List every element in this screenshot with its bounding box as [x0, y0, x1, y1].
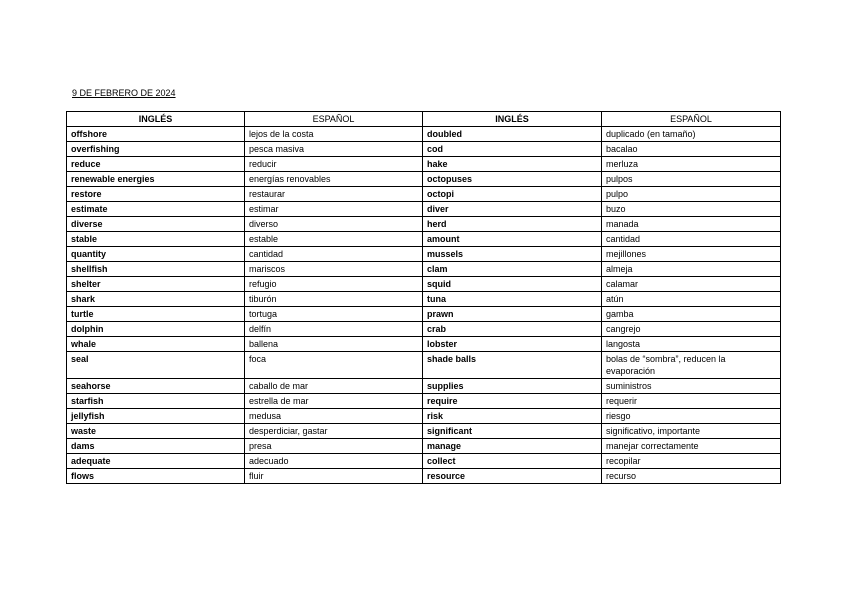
table-row	[67, 394, 781, 409]
table-row	[67, 352, 781, 379]
english-term-cell: turtle	[67, 307, 245, 322]
english-term-cell: resource	[423, 469, 602, 484]
table-row	[67, 379, 781, 394]
spanish-translation-cell: bolas de “sombra”, reducen la evaporación	[602, 352, 781, 379]
english-term-cell: tuna	[423, 292, 602, 307]
english-term-cell: estimate	[67, 202, 245, 217]
english-term-cell: squid	[423, 277, 602, 292]
english-term-cell: clam	[423, 262, 602, 277]
table-row	[67, 262, 781, 277]
english-term-cell: octopuses	[423, 172, 602, 187]
spanish-translation-cell: tortuga	[245, 307, 423, 322]
english-term-cell: shelter	[67, 277, 245, 292]
english-term-cell: reduce	[67, 157, 245, 172]
spanish-translation-cell: suministros	[602, 379, 781, 394]
table-row	[67, 337, 781, 352]
english-term-cell: waste	[67, 424, 245, 439]
english-term-cell: quantity	[67, 247, 245, 262]
table-row	[67, 217, 781, 232]
spanish-translation-cell: cangrejo	[602, 322, 781, 337]
spanish-translation-cell: lejos de la costa	[245, 127, 423, 142]
spanish-translation-cell: cantidad	[245, 247, 423, 262]
english-term-cell: diverse	[67, 217, 245, 232]
table-row	[67, 172, 781, 187]
header-english-2: INGLÉS	[423, 112, 602, 127]
spanish-translation-cell: diverso	[245, 217, 423, 232]
table-row	[67, 469, 781, 484]
english-term-cell: renewable energies	[67, 172, 245, 187]
english-term-cell: collect	[423, 454, 602, 469]
table-row	[67, 424, 781, 439]
english-term-cell: offshore	[67, 127, 245, 142]
english-term-cell: jellyfish	[67, 409, 245, 424]
spanish-translation-cell: significativo, importante	[602, 424, 781, 439]
table-row	[67, 322, 781, 337]
spanish-translation-cell: adecuado	[245, 454, 423, 469]
english-term-cell: adequate	[67, 454, 245, 469]
table-row	[67, 247, 781, 262]
header-spanish-1: ESPAÑOL	[245, 112, 423, 127]
spanish-translation-cell: duplicado (en tamaño)	[602, 127, 781, 142]
english-term-cell: manage	[423, 439, 602, 454]
english-term-cell: hake	[423, 157, 602, 172]
spanish-translation-cell: caballo de mar	[245, 379, 423, 394]
english-term-cell: significant	[423, 424, 602, 439]
table-row	[67, 232, 781, 247]
table-row	[67, 409, 781, 424]
english-term-cell: dams	[67, 439, 245, 454]
spanish-translation-cell: restaurar	[245, 187, 423, 202]
spanish-translation-cell: energías renovables	[245, 172, 423, 187]
spanish-translation-cell: estable	[245, 232, 423, 247]
english-term-cell: herd	[423, 217, 602, 232]
spanish-translation-cell: cantidad	[602, 232, 781, 247]
spanish-translation-cell: atún	[602, 292, 781, 307]
spanish-translation-cell: desperdiciar, gastar	[245, 424, 423, 439]
english-term-cell: prawn	[423, 307, 602, 322]
english-term-cell: supplies	[423, 379, 602, 394]
table-row	[67, 142, 781, 157]
english-term-cell: doubled	[423, 127, 602, 142]
spanish-translation-cell: delfín	[245, 322, 423, 337]
spanish-translation-cell: manada	[602, 217, 781, 232]
header-row	[67, 112, 781, 127]
english-term-cell: mussels	[423, 247, 602, 262]
english-term-cell: restore	[67, 187, 245, 202]
spanish-translation-cell: ballena	[245, 337, 423, 352]
spanish-translation-cell: bacalao	[602, 142, 781, 157]
table-row	[67, 187, 781, 202]
english-term-cell: dolphin	[67, 322, 245, 337]
english-term-cell: shade balls	[423, 352, 602, 379]
spanish-translation-cell: pulpo	[602, 187, 781, 202]
english-term-cell: cod	[423, 142, 602, 157]
spanish-translation-cell: riesgo	[602, 409, 781, 424]
date-heading: 9 DE FEBRERO DE 2024	[72, 88, 176, 98]
spanish-translation-cell: tiburón	[245, 292, 423, 307]
spanish-translation-cell: mariscos	[245, 262, 423, 277]
spanish-translation-cell: gamba	[602, 307, 781, 322]
spanish-translation-cell: refugio	[245, 277, 423, 292]
spanish-translation-cell: foca	[245, 352, 423, 379]
table-row	[67, 439, 781, 454]
english-term-cell: risk	[423, 409, 602, 424]
english-term-cell: overfishing	[67, 142, 245, 157]
spanish-translation-cell: pesca masiva	[245, 142, 423, 157]
spanish-translation-cell: calamar	[602, 277, 781, 292]
english-term-cell: require	[423, 394, 602, 409]
english-term-cell: shark	[67, 292, 245, 307]
spanish-translation-cell: estrella de mar	[245, 394, 423, 409]
spanish-translation-cell: reducir	[245, 157, 423, 172]
english-term-cell: octopi	[423, 187, 602, 202]
english-term-cell: flows	[67, 469, 245, 484]
english-term-cell: stable	[67, 232, 245, 247]
vocabulary-table	[66, 111, 781, 484]
table-row	[67, 202, 781, 217]
header-spanish-2: ESPAÑOL	[602, 112, 781, 127]
table-row	[67, 454, 781, 469]
english-term-cell: starfish	[67, 394, 245, 409]
spanish-translation-cell: requerir	[602, 394, 781, 409]
english-term-cell: lobster	[423, 337, 602, 352]
spanish-translation-cell: merluza	[602, 157, 781, 172]
spanish-translation-cell: almeja	[602, 262, 781, 277]
table-row	[67, 292, 781, 307]
table-row	[67, 277, 781, 292]
spanish-translation-cell: recopilar	[602, 454, 781, 469]
spanish-translation-cell: buzo	[602, 202, 781, 217]
english-term-cell: diver	[423, 202, 602, 217]
english-term-cell: seahorse	[67, 379, 245, 394]
spanish-translation-cell: manejar correctamente	[602, 439, 781, 454]
english-term-cell: amount	[423, 232, 602, 247]
english-term-cell: shellfish	[67, 262, 245, 277]
english-term-cell: crab	[423, 322, 602, 337]
spanish-translation-cell: recurso	[602, 469, 781, 484]
spanish-translation-cell: medusa	[245, 409, 423, 424]
spanish-translation-cell: pulpos	[602, 172, 781, 187]
table-row	[67, 127, 781, 142]
english-term-cell: whale	[67, 337, 245, 352]
english-term-cell: seal	[67, 352, 245, 379]
table-row	[67, 307, 781, 322]
table-row	[67, 157, 781, 172]
spanish-translation-cell: estimar	[245, 202, 423, 217]
spanish-translation-cell: fluir	[245, 469, 423, 484]
spanish-translation-cell: langosta	[602, 337, 781, 352]
header-english-1: INGLÉS	[67, 112, 245, 127]
spanish-translation-cell: presa	[245, 439, 423, 454]
spanish-translation-cell: mejillones	[602, 247, 781, 262]
